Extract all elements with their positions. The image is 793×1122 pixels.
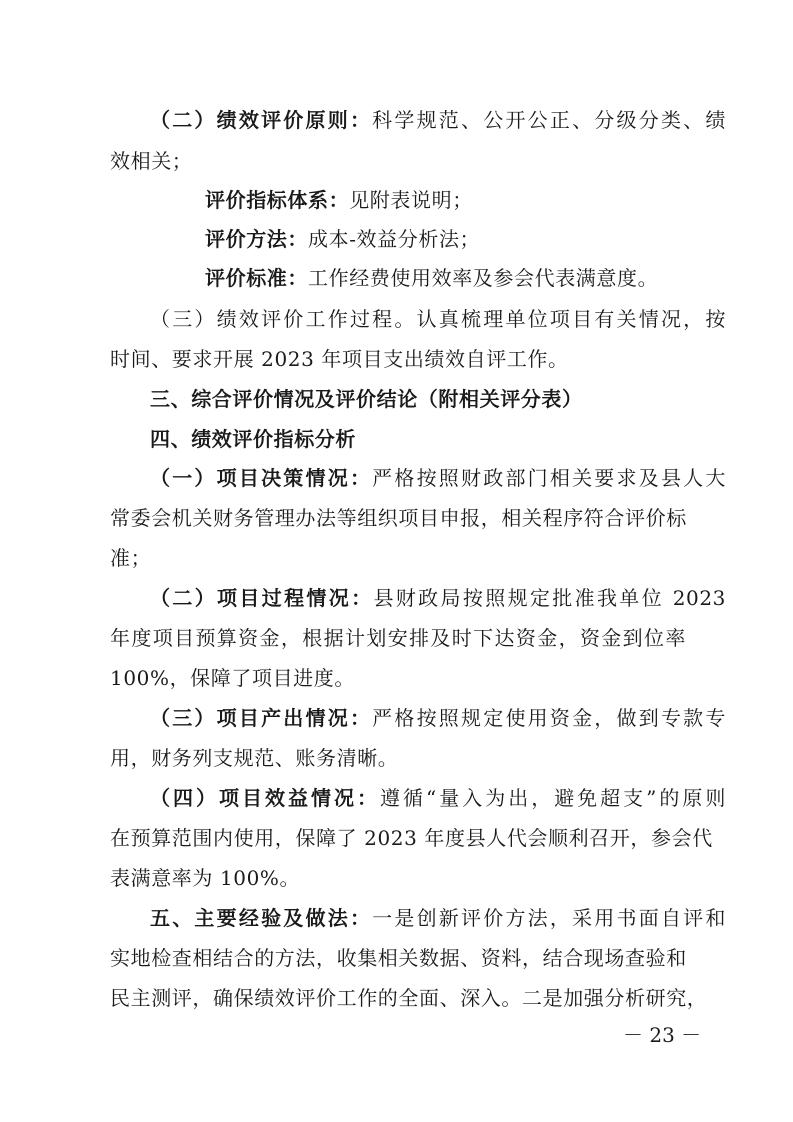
page-number: － 23 － [623,1023,702,1047]
paragraph-line: 五、主要经验及做法：一是创新评价方法，采用书面自评和 [150,906,726,930]
paragraph-line: 表满意率为 100%。 [110,866,301,890]
paragraph-line: 常委会机关财务管理办法等组织项目申报，相关程序符合评价标 [110,506,687,530]
paragraph-line: 评价指标体系：见附表说明； [205,188,473,212]
paragraph-line: 效相关； [110,149,193,173]
paragraph-line: （一）项目决策情况：严格按照财政部门相关要求及县人大 [150,466,726,490]
paragraph-line: 在预算范围内使用，保障了 2023 年度县人代会顺利召开，参会代 [110,826,713,850]
paragraph-line: 年度项目预算资金，根据计划安排及时下达资金，资金到位率 [110,626,686,650]
section-heading: 四、绩效评价指标分析 [150,427,356,451]
paragraph-line: （二）绩效评价原则：科学规范、公开公正、分级分类、绩 [150,108,726,132]
section-heading: 三、综合评价情况及评价结论（附相关评分表） [150,387,583,411]
paragraph-line: （二）项目过程情况：县财政局按照规定批准我单位 2023 [150,586,727,610]
paragraph-line: 100%，保障了项目进度。 [110,666,355,690]
paragraph-line: 用，财务列支规范、账务清晰。 [110,746,399,770]
paragraph-line: （三）项目产出情况：严格按照规定使用资金，做到专款专 [150,706,726,730]
paragraph-line: 实地检查相结合的方法，收集相关数据、资料，结合现场查验和 [110,946,687,970]
paragraph-line: （三）绩效评价工作过程。认真梳理单位项目有关情况，按 [150,307,726,331]
paragraph-line: （四）项目效益情况：遵循“量入为出，避免超支”的原则 [150,786,726,810]
paragraph-line: 民主测评，确保绩效评价工作的全面、深入。二是加强分析研究， [110,986,708,1010]
paragraph-line: 评价标准：工作经费使用效率及参会代表满意度。 [205,266,659,290]
paragraph-line: 时间、要求开展 2023 年项目支出绩效自评工作。 [110,347,569,371]
paragraph-line: 准； [110,546,152,570]
paragraph-line: 评价方法：成本-效益分析法； [205,227,481,251]
